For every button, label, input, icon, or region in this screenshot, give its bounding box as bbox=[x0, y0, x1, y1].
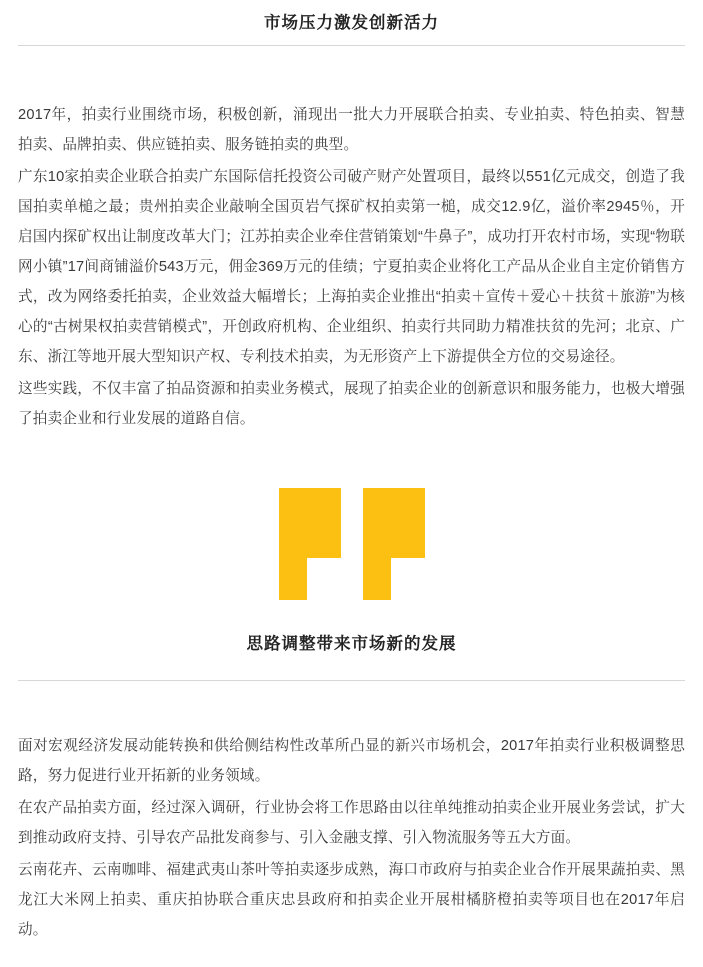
paragraph: 云南花卉、云南咖啡、福建武夷山茶叶等拍卖逐步成熟，海口市政府与拍卖企业合作开展果蔬拍卖、黑龙江大米网上拍卖、重庆拍协联合重庆忠县政府和拍卖企业开展柑橘脐橙拍卖等项目也在2017年启动。 bbox=[18, 862, 685, 939]
pull-quote-caption: 思路调整带来市场新的发展 bbox=[246, 635, 457, 654]
section-one-body bbox=[18, 88, 685, 434]
section-two-body bbox=[18, 719, 685, 945]
pull-quote-block bbox=[18, 436, 685, 606]
spacer-after-bottom-divider bbox=[18, 681, 685, 719]
paragraph: 这些实践，不仅丰富了拍品资源和拍卖业务模式，展现了拍卖企业的创新意识和服务能力，也极大增强了拍卖企业和行业发展的道路自信。 bbox=[18, 381, 685, 428]
paragraph: 广东10家拍卖企业联合拍卖广东国际信托投资公司破产财产处置项目，最终以551亿元成交，创造了我国拍卖单槌之最；贵州拍卖企业敲响全国页岩气探矿权拍卖第一槌，成交12.9亿，溢价率2945％，开启国内探矿权出让制度改革大门；江苏拍卖企业牵住营销策划“牛鼻子”，成功打开农村市场，实现“物联网小镇”17间商铺溢价543万元，佣金369万元的佳绩；宁夏拍卖企业将化工产品从企业自主定价销售方式，改为网络委托拍卖，企业效益大幅增长；上海拍卖企业推出“拍卖＋宣传＋爱心＋扶贫＋旅游”为核心的“古树果权拍卖营销模式”，开创政府机构、企业组织、拍卖行共同助力精准扶贫的先河；北京、广东、浙江等地开展大型知识产权、专利技术拍卖，为无形资产上下游提供全方位的交易途径。 bbox=[18, 169, 685, 366]
spacer-after-top-divider bbox=[18, 46, 685, 88]
quote-notch bbox=[391, 558, 425, 600]
quote-notch bbox=[307, 558, 341, 600]
quotation-mark-icon bbox=[279, 488, 425, 600]
quotation-mark-left-glyph bbox=[279, 488, 341, 600]
quotation-mark-right-glyph bbox=[363, 488, 425, 600]
section-one-heading: 市场压力激发创新活力 bbox=[264, 14, 439, 32]
page-bottom-spacer bbox=[18, 947, 685, 967]
paragraph: 在农产品拍卖方面，经过深入调研，行业协会将工作思路由以往单纯推动拍卖企业开展业务尝试，扩大到推动政府支持、引导农产品批发商参与、引入金融支撑、引入物流服务等五大方面。 bbox=[18, 800, 685, 847]
paragraph: 面对宏观经济发展动能转换和供给侧结构性改革所凸显的新兴市场机会，2017年拍卖行业积极调整思路，努力促进行业开拓新的业务领域。 bbox=[18, 738, 685, 785]
paragraph: 2017年，拍卖行业围绕市场，积极创新，涌现出一批大力开展联合拍卖、专业拍卖、特色拍卖、智慧拍卖、品牌拍卖、供应链拍卖、服务链拍卖的典型。 bbox=[18, 107, 685, 154]
